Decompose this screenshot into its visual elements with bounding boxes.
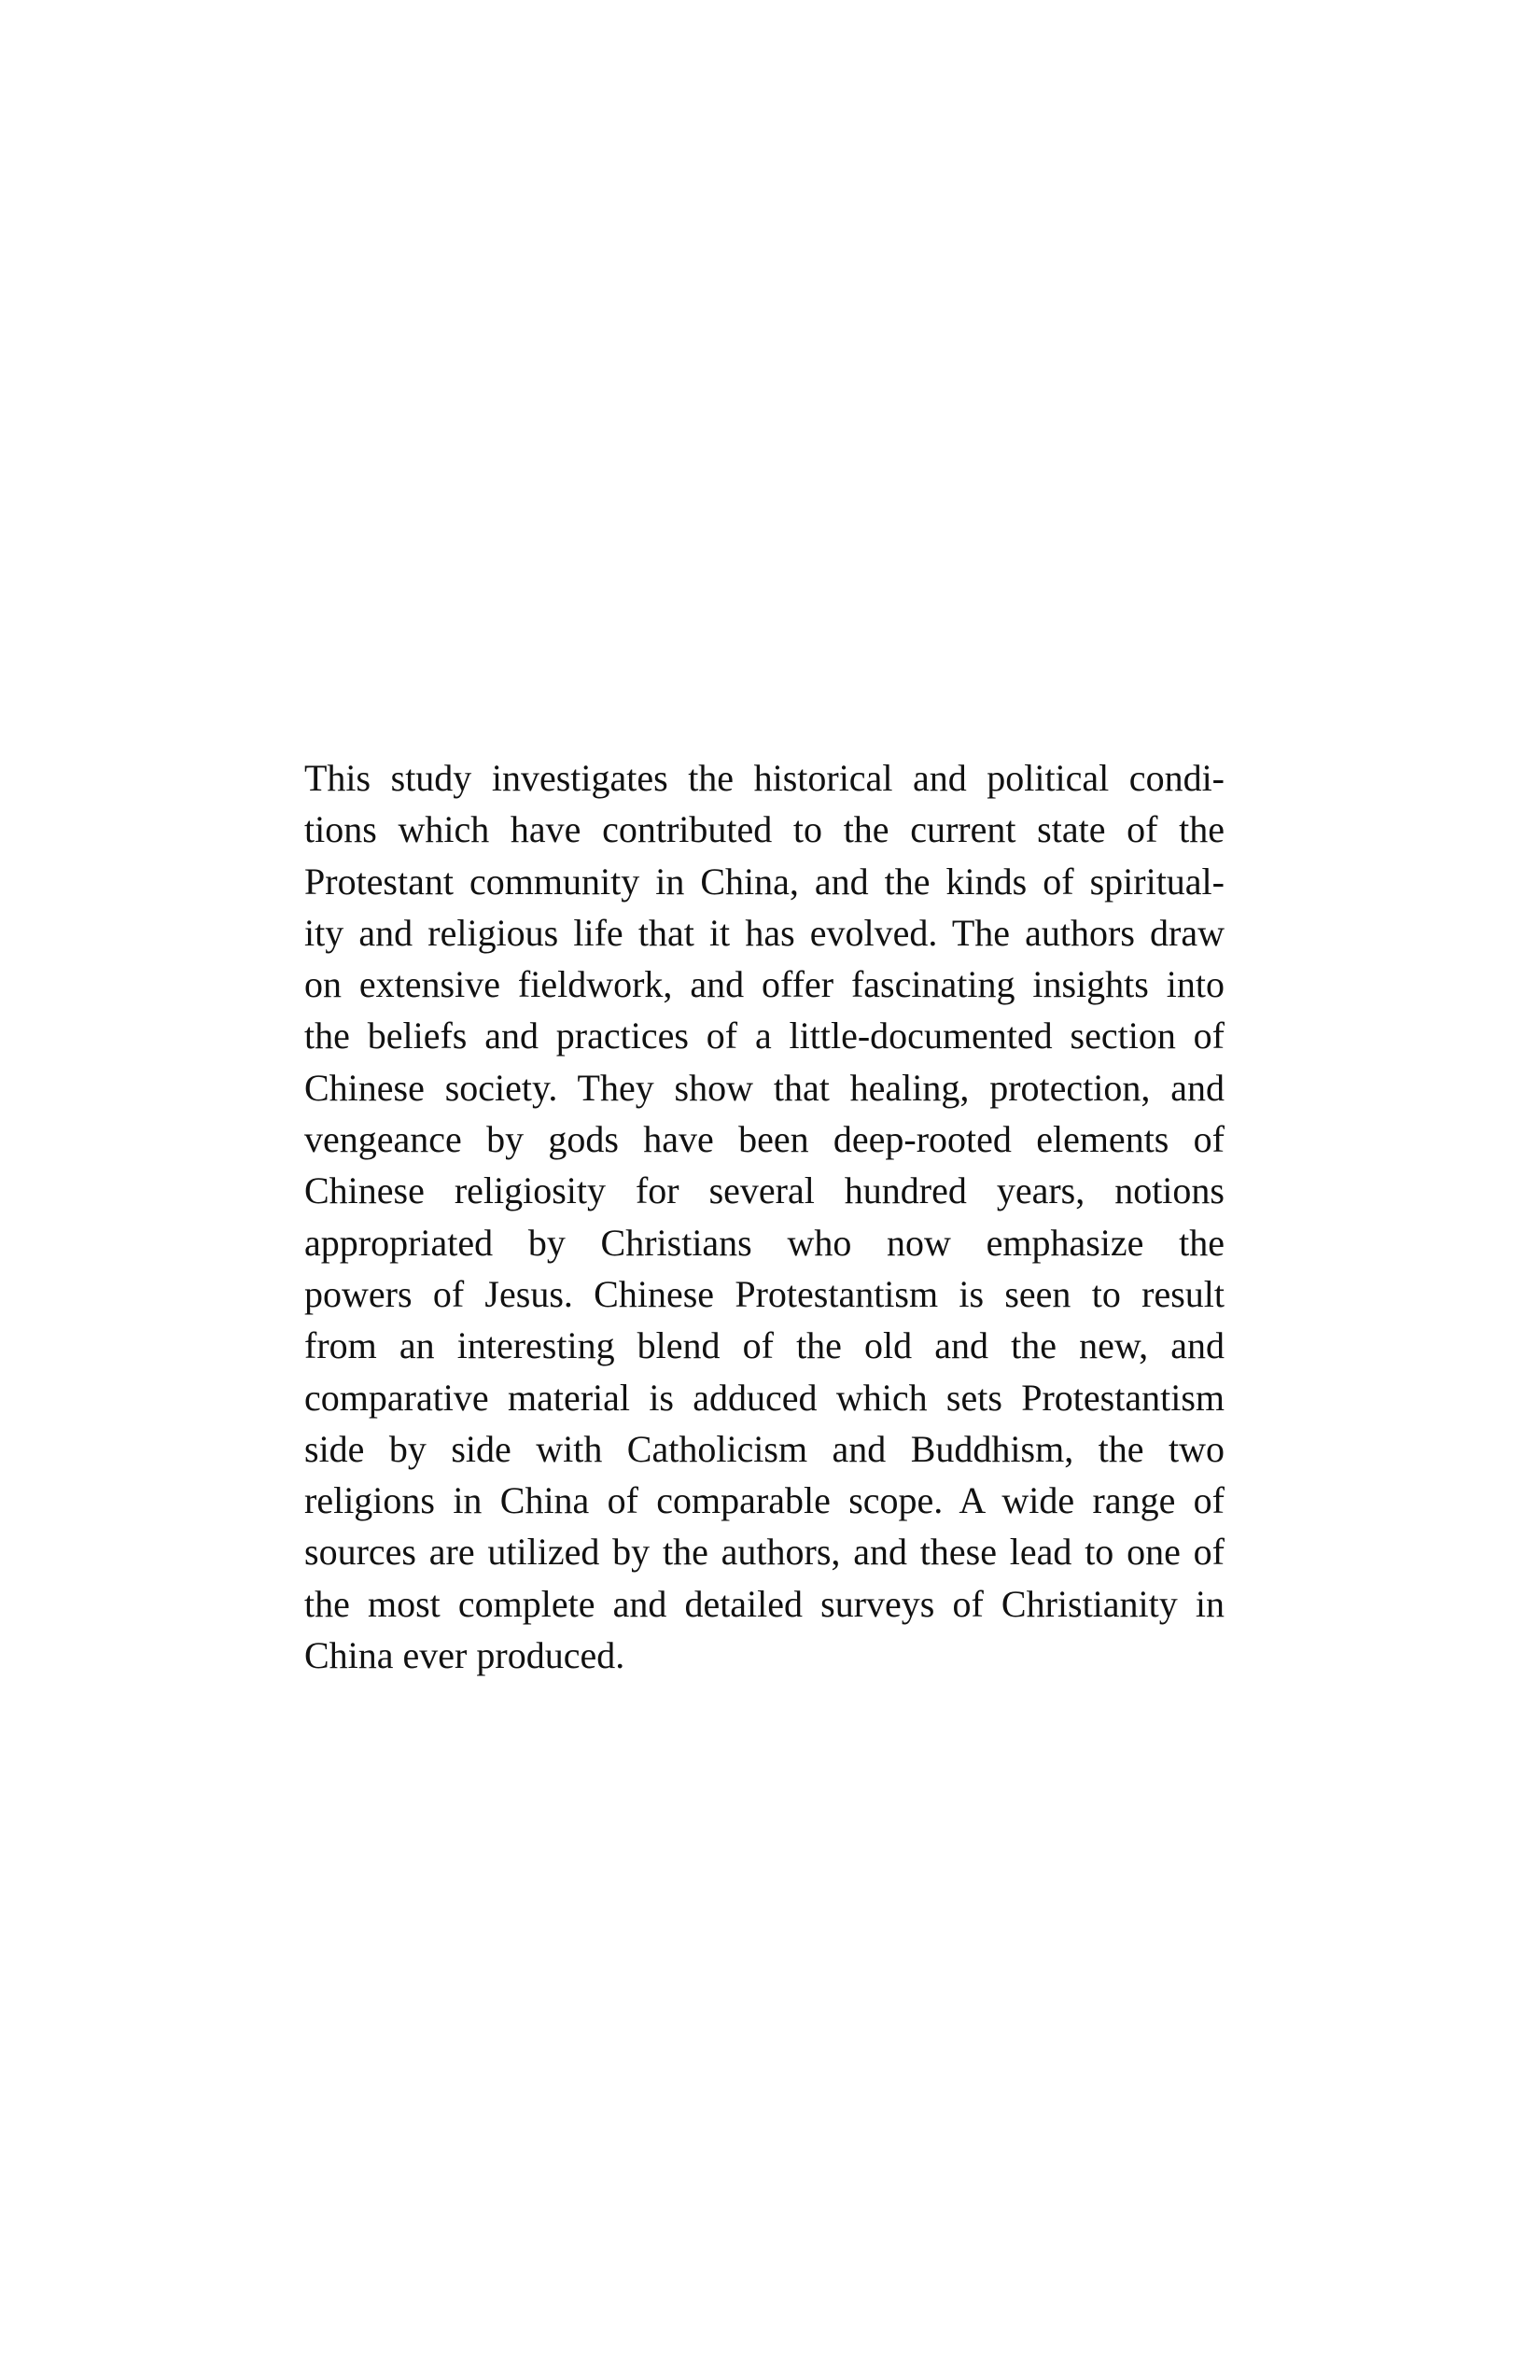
blurb-line: This study investigates the historical and political condi- — [304, 757, 1225, 799]
blurb-line: powers of Jesus. Chinese Protestantism is seen to result — [304, 1272, 1225, 1315]
blurb-line: comparative material is adduced which sets Protestantism — [304, 1376, 1225, 1419]
blurb-line: side by side with Catholicism and Buddhism, the two — [304, 1427, 1225, 1470]
blurb-line: sources are utilized by the authors, and these lead to one of — [304, 1531, 1225, 1574]
blurb-line: ity and religious life that it has evolved. The authors draw — [304, 911, 1225, 954]
blurb-paragraph — [304, 752, 1225, 1681]
blurb-line: on extensive fieldwork, and offer fascinating insights into — [304, 963, 1225, 1006]
blurb-line: tions which have contributed to the current state of the — [304, 808, 1225, 851]
blurb-line: the beliefs and practices of a little-documented section of — [304, 1015, 1225, 1057]
blurb-line: vengeance by gods have been deep-rooted elements of — [304, 1118, 1225, 1161]
blurb-line: Chinese religiosity for several hundred years, notions — [304, 1169, 1225, 1212]
blurb-line: Protestant community in China, and the kinds of spiritual- — [304, 860, 1225, 903]
blurb-line: China ever produced. — [304, 1634, 625, 1677]
blurb-line: Chinese society. They show that healing, protection, and — [304, 1066, 1225, 1109]
blurb-line: appropriated by Christians who now emphasize the — [304, 1221, 1225, 1264]
blurb-line: religions in China of comparable scope. A wide range of — [304, 1479, 1225, 1522]
blurb-line: the most complete and detailed surveys of Christianity in — [304, 1582, 1225, 1625]
blurb-line: from an interesting blend of the old and the new, and — [304, 1324, 1225, 1367]
